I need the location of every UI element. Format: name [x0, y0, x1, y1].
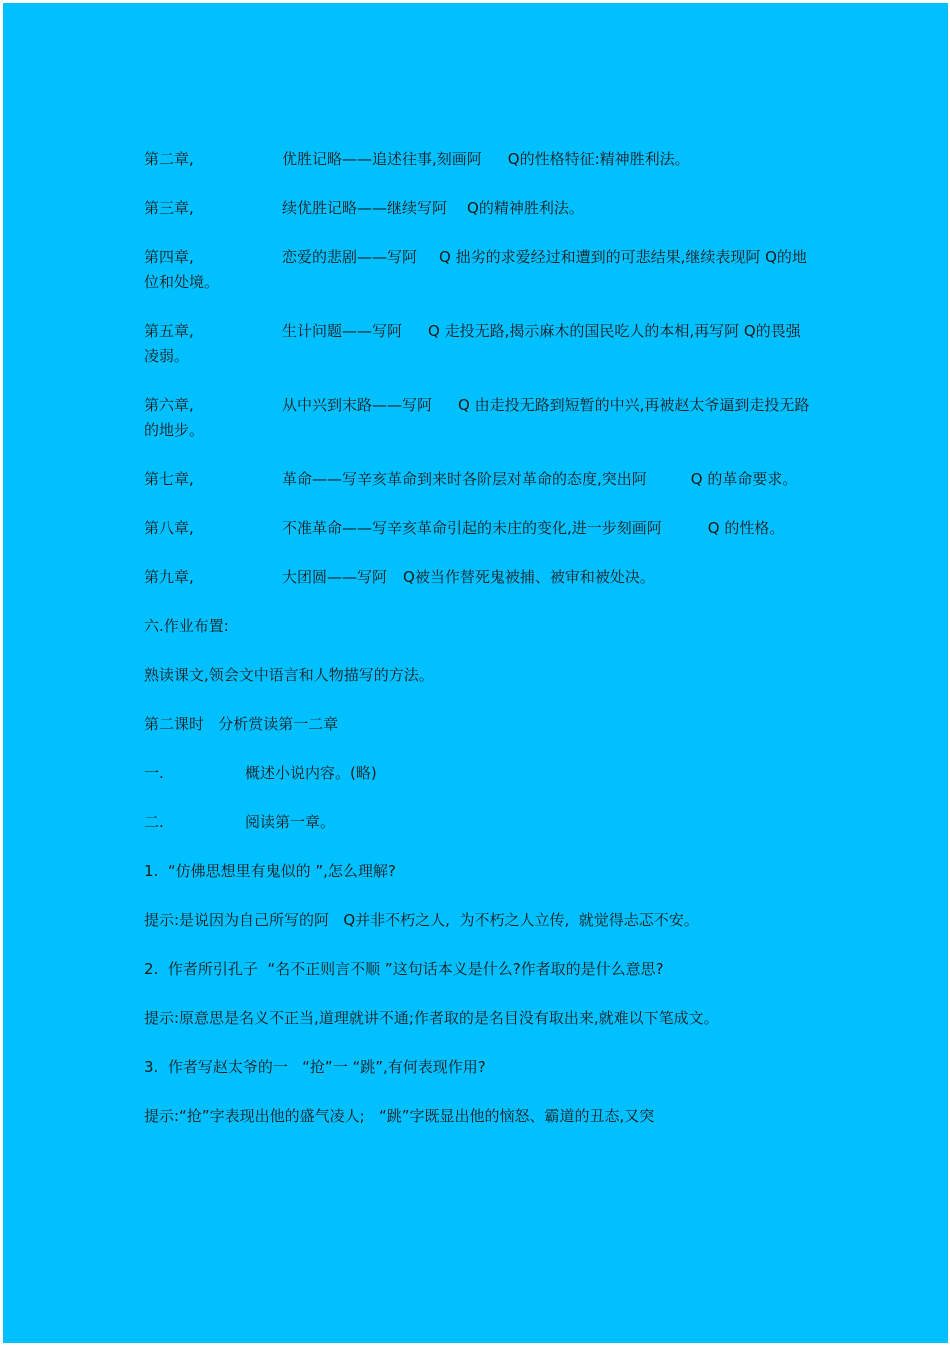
lesson-title: 第二课时 分析赏读第一二章 — [144, 715, 339, 733]
chapter-label: 第四章, — [144, 248, 194, 266]
chapter-2-summary — [144, 147, 814, 172]
chapter-8-summary — [144, 516, 814, 541]
chapter-label: 第七章, — [144, 470, 194, 488]
chapter-label: 第八章, — [144, 519, 194, 537]
chapter-text-continued: Q 拙劣的求爱经过和遭到的可悲结果,继续表现阿 Q的地位和处境。 — [144, 248, 807, 291]
question-1: 1. “仿佛思想里有鬼似的 ”,怎么理解? — [144, 862, 396, 880]
list-item-label: 二. — [144, 813, 164, 831]
chapter-text: 恋爱的悲剧——写阿 — [282, 248, 418, 266]
chapter-text: 续优胜记略——继续写阿 — [282, 199, 448, 217]
chapter-text-continued: Q被当作替死鬼被捕、被审和被处决。 — [403, 568, 655, 586]
list-item-2 — [144, 810, 814, 835]
document-body — [144, 147, 814, 1153]
chapter-text-continued: Q 的性格。 — [707, 519, 785, 537]
chapter-text: 从中兴到末路——写阿 — [282, 396, 433, 414]
chapter-label: 第六章, — [144, 396, 194, 414]
chapter-6-summary — [144, 393, 814, 443]
document-page — [3, 3, 948, 1343]
chapter-text-continued: Q 的革命要求。 — [690, 470, 798, 488]
chapter-9-summary — [144, 565, 814, 590]
list-item-1 — [144, 761, 814, 786]
chapter-5-summary — [144, 319, 814, 369]
chapter-label: 第三章, — [144, 199, 194, 217]
hint-2: 提示:原意思是名义不正当,道理就讲不通;作者取的是名目没有取出来,就难以下笔成文。 — [144, 1009, 719, 1027]
list-item-label: 一. — [144, 764, 164, 782]
chapter-text-continued: Q的精神胜利法。 — [467, 199, 584, 217]
list-item-text: 概述小说内容。(略) — [245, 764, 377, 782]
chapter-label: 第五章, — [144, 322, 194, 340]
chapter-text: 生计问题——写阿 — [282, 322, 403, 340]
chapter-label: 第二章, — [144, 150, 194, 168]
chapter-text: 革命——写辛亥革命到来时各阶层对革命的态度,突出阿 — [282, 470, 647, 488]
chapter-text: 不准革命——写辛亥革命引起的未庄的变化,进一步刻画阿 — [282, 519, 662, 537]
question-3: 3. 作者写赵太爷的一 “抢”一 “跳”,有何表现作用? — [144, 1058, 486, 1076]
chapter-text: 大团圆——写阿 — [282, 568, 388, 586]
homework-heading: 六.作业布置: — [144, 617, 229, 635]
chapter-text-continued: Q的性格特征:精神胜利法。 — [507, 150, 690, 168]
chapter-label: 第九章, — [144, 568, 194, 586]
question-2: 2. 作者所引孔子 “名不正则言不顺 ”这句话本义是什么?作者取的是什么意思? — [144, 960, 664, 978]
chapter-3-summary — [144, 196, 814, 221]
chapter-7-summary — [144, 467, 814, 492]
chapter-text: 优胜记略——追述往事,刻画阿 — [282, 150, 482, 168]
chapter-text-continued: Q 走投无路,揭示麻木的国民吃人的本相,再写阿 Q的畏强凌弱。 — [144, 322, 801, 365]
chapter-4-summary — [144, 245, 814, 295]
hint-1: 提示:是说因为自己所写的阿 Q并非不朽之人, 为不朽之人立传, 就觉得忐忑不安。 — [144, 911, 699, 929]
list-item-text: 阅读第一章。 — [245, 813, 336, 831]
hint-3: 提示:“抢”字表现出他的盛气凌人; “跳”字既显出他的恼怒、霸道的丑态,又突 — [144, 1107, 655, 1125]
homework-text: 熟读课文,领会文中语言和人物描写的方法。 — [144, 666, 434, 684]
chapter-text-continued: Q 由走投无路到短暂的中兴,再被赵太爷逼到走投无路的地步。 — [144, 396, 810, 439]
